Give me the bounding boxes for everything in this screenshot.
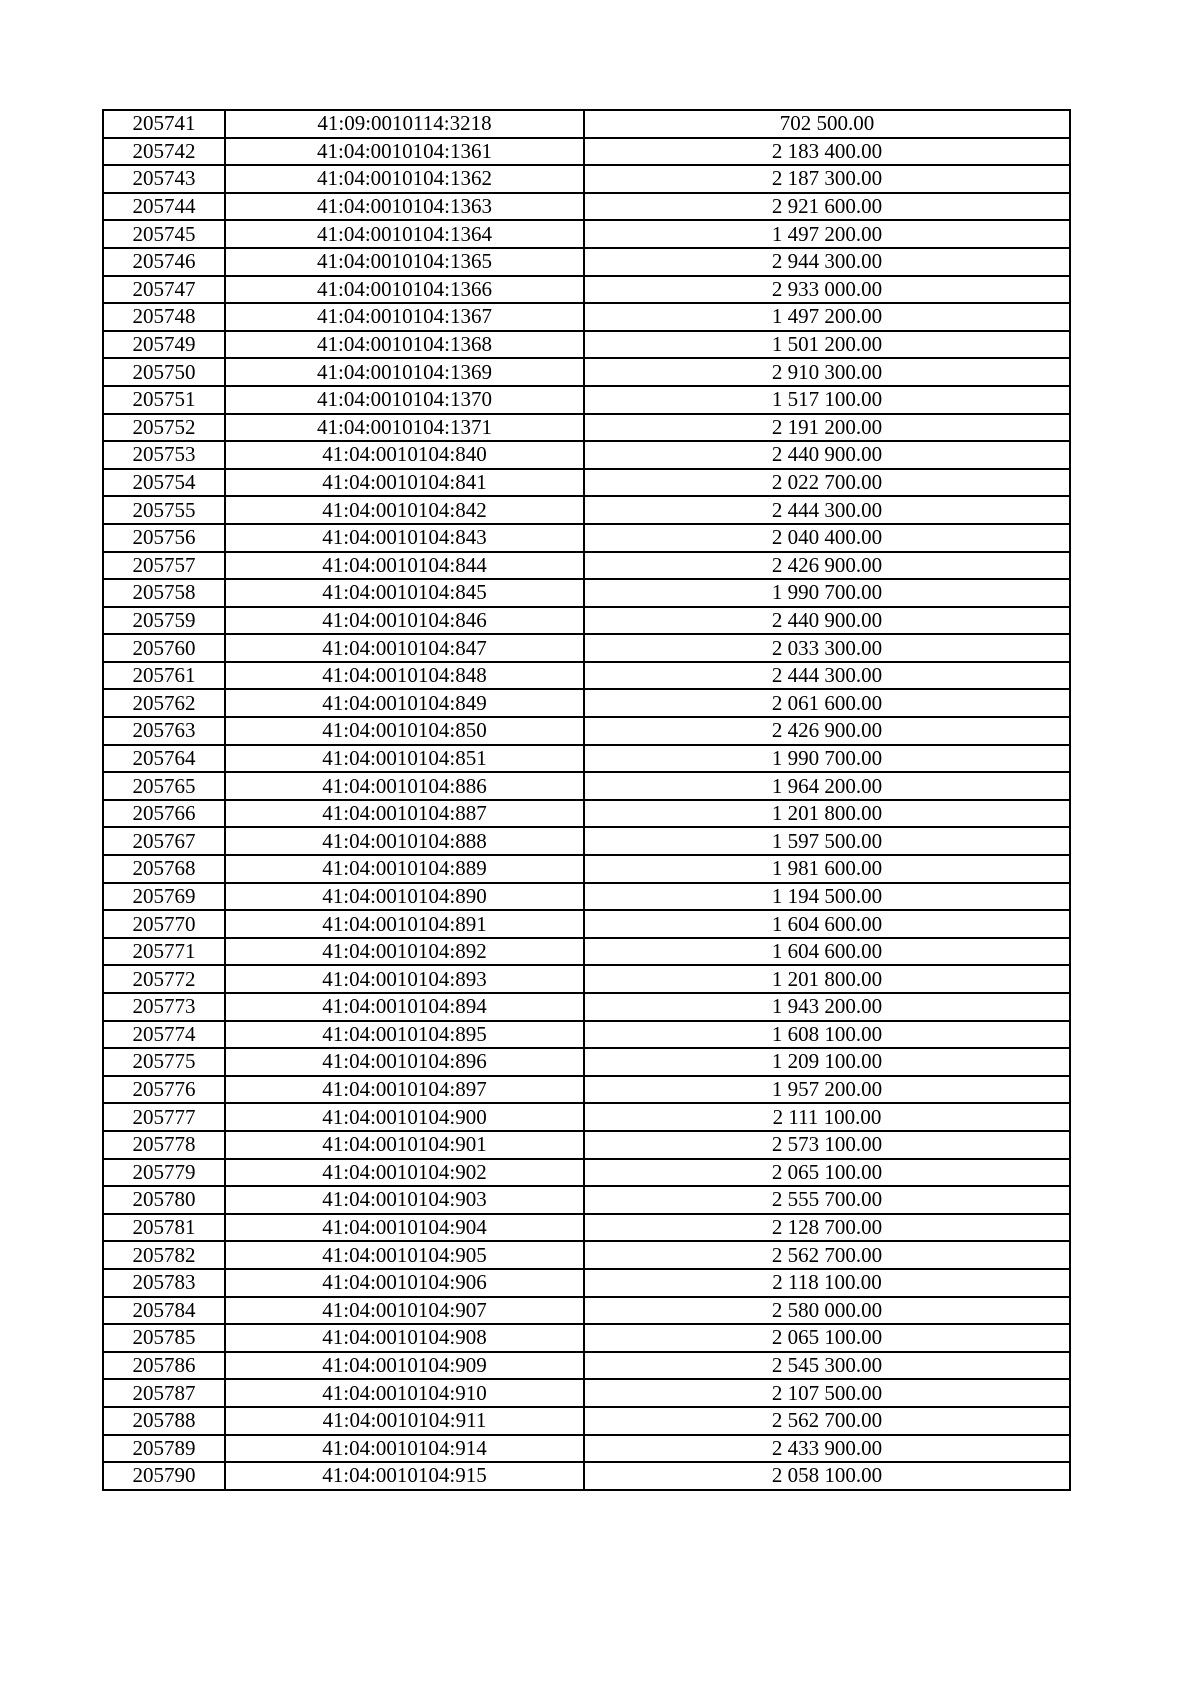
row-number-cell: 205788 [103, 1407, 225, 1435]
table-row [103, 1241, 1070, 1269]
row-number-cell: 205762 [103, 689, 225, 717]
row-number-cell: 205765 [103, 772, 225, 800]
cadastral-value-cell: 1 201 800.00 [584, 965, 1070, 993]
cadastral-value-cell: 2 183 400.00 [584, 138, 1070, 166]
row-number-cell: 205773 [103, 993, 225, 1021]
row-number-cell: 205780 [103, 1186, 225, 1214]
cadastral-value-cell: 1 943 200.00 [584, 993, 1070, 1021]
cadastral-number-cell: 41:04:0010104:893 [225, 965, 584, 993]
row-number-cell: 205758 [103, 579, 225, 607]
cadastral-value-cell: 2 065 100.00 [584, 1324, 1070, 1352]
cadastral-value-cell: 2 910 300.00 [584, 358, 1070, 386]
table-row [103, 138, 1070, 166]
cadastral-value-cell: 1 964 200.00 [584, 772, 1070, 800]
row-number-cell: 205757 [103, 552, 225, 580]
table-row [103, 662, 1070, 690]
table-row [103, 1076, 1070, 1104]
table-row [103, 1379, 1070, 1407]
cadastral-number-cell: 41:04:0010104:915 [225, 1462, 584, 1490]
row-number-cell: 205783 [103, 1269, 225, 1297]
row-number-cell: 205747 [103, 276, 225, 304]
table-row [103, 469, 1070, 497]
cadastral-number-cell: 41:04:0010104:841 [225, 469, 584, 497]
cadastral-value-cell: 2 022 700.00 [584, 469, 1070, 497]
row-number-cell: 205781 [103, 1214, 225, 1242]
cadastral-value-cell: 2 555 700.00 [584, 1186, 1070, 1214]
table-row [103, 1462, 1070, 1490]
row-number-cell: 205779 [103, 1159, 225, 1187]
table-row [103, 248, 1070, 276]
cadastral-value-cell: 2 562 700.00 [584, 1407, 1070, 1435]
table-row [103, 717, 1070, 745]
table-row [103, 745, 1070, 773]
table-row [103, 855, 1070, 883]
table-row [103, 1021, 1070, 1049]
cadastral-number-cell: 41:04:0010104:914 [225, 1435, 584, 1463]
cadastral-value-cell: 2 933 000.00 [584, 276, 1070, 304]
cadastral-number-cell: 41:04:0010104:904 [225, 1214, 584, 1242]
row-number-cell: 205753 [103, 441, 225, 469]
cadastral-number-cell: 41:04:0010104:1361 [225, 138, 584, 166]
row-number-cell: 205750 [103, 358, 225, 386]
table-row [103, 800, 1070, 828]
cadastral-number-cell: 41:04:0010104:1367 [225, 303, 584, 331]
cadastral-value-cell: 2 944 300.00 [584, 248, 1070, 276]
table-row [103, 607, 1070, 635]
cadastral-number-cell: 41:04:0010104:848 [225, 662, 584, 690]
cadastral-value-cell: 2 562 700.00 [584, 1241, 1070, 1269]
table-row [103, 331, 1070, 359]
row-number-cell: 205774 [103, 1021, 225, 1049]
cadastral-value-cell: 2 065 100.00 [584, 1159, 1070, 1187]
table-row [103, 524, 1070, 552]
cadastral-value-cell: 2 444 300.00 [584, 662, 1070, 690]
cadastral-number-cell: 41:04:0010104:843 [225, 524, 584, 552]
cadastral-number-cell: 41:04:0010104:1368 [225, 331, 584, 359]
cadastral-value-cell: 1 604 600.00 [584, 938, 1070, 966]
cadastral-number-cell: 41:04:0010104:1362 [225, 165, 584, 193]
cadastral-number-cell: 41:04:0010104:895 [225, 1021, 584, 1049]
cadastral-number-cell: 41:04:0010104:1363 [225, 193, 584, 221]
cadastral-number-cell: 41:04:0010104:1366 [225, 276, 584, 304]
table-row [103, 579, 1070, 607]
row-number-cell: 205749 [103, 331, 225, 359]
table-row [103, 358, 1070, 386]
cadastral-value-cell: 2 111 100.00 [584, 1103, 1070, 1131]
cadastral-value-cell: 2 426 900.00 [584, 552, 1070, 580]
row-number-cell: 205748 [103, 303, 225, 331]
cadastral-number-cell: 41:04:0010104:901 [225, 1131, 584, 1159]
cadastral-number-cell: 41:04:0010104:909 [225, 1352, 584, 1380]
cadastral-number-cell: 41:04:0010104:849 [225, 689, 584, 717]
cadastral-value-cell: 2 440 900.00 [584, 441, 1070, 469]
cadastral-number-cell: 41:04:0010104:850 [225, 717, 584, 745]
table-row [103, 496, 1070, 524]
cadastral-value-cell: 2 128 700.00 [584, 1214, 1070, 1242]
row-number-cell: 205742 [103, 138, 225, 166]
table-row [103, 1103, 1070, 1131]
cadastral-number-cell: 41:04:0010104:900 [225, 1103, 584, 1131]
cadastral-number-cell: 41:04:0010104:911 [225, 1407, 584, 1435]
table-row [103, 110, 1070, 138]
row-number-cell: 205760 [103, 634, 225, 662]
row-number-cell: 205741 [103, 110, 225, 138]
table-row [103, 1297, 1070, 1325]
row-number-cell: 205782 [103, 1241, 225, 1269]
cadastral-value-cell: 2 033 300.00 [584, 634, 1070, 662]
cadastral-value-cell: 1 608 100.00 [584, 1021, 1070, 1049]
row-number-cell: 205770 [103, 910, 225, 938]
table-row [103, 1186, 1070, 1214]
cadastral-value-cell: 1 497 200.00 [584, 220, 1070, 248]
table-row [103, 1352, 1070, 1380]
row-number-cell: 205789 [103, 1435, 225, 1463]
table-body [103, 110, 1070, 1490]
table-row [103, 965, 1070, 993]
row-number-cell: 205777 [103, 1103, 225, 1131]
cadastral-number-cell: 41:04:0010104:1365 [225, 248, 584, 276]
row-number-cell: 205766 [103, 800, 225, 828]
cadastral-number-cell: 41:04:0010104:896 [225, 1048, 584, 1076]
table-row [103, 441, 1070, 469]
cadastral-value-cell: 1 194 500.00 [584, 883, 1070, 911]
cadastral-value-table [102, 109, 1071, 1491]
cadastral-value-cell: 702 500.00 [584, 110, 1070, 138]
cadastral-number-cell: 41:04:0010104:887 [225, 800, 584, 828]
cadastral-value-cell: 1 517 100.00 [584, 386, 1070, 414]
row-number-cell: 205763 [103, 717, 225, 745]
row-number-cell: 205756 [103, 524, 225, 552]
cadastral-value-cell: 2 040 400.00 [584, 524, 1070, 552]
cadastral-number-cell: 41:04:0010104:908 [225, 1324, 584, 1352]
cadastral-value-cell: 2 426 900.00 [584, 717, 1070, 745]
cadastral-value-cell: 2 061 600.00 [584, 689, 1070, 717]
cadastral-value-cell: 1 981 600.00 [584, 855, 1070, 883]
row-number-cell: 205755 [103, 496, 225, 524]
cadastral-number-cell: 41:04:0010104:1369 [225, 358, 584, 386]
cadastral-value-cell: 2 433 900.00 [584, 1435, 1070, 1463]
row-number-cell: 205754 [103, 469, 225, 497]
cadastral-number-cell: 41:04:0010104:886 [225, 772, 584, 800]
table-row [103, 1214, 1070, 1242]
cadastral-value-cell: 2 118 100.00 [584, 1269, 1070, 1297]
table-row [103, 1435, 1070, 1463]
table-row [103, 1048, 1070, 1076]
table-row [103, 689, 1070, 717]
cadastral-value-cell: 1 957 200.00 [584, 1076, 1070, 1104]
table-row [103, 938, 1070, 966]
cadastral-number-cell: 41:04:0010104:1371 [225, 414, 584, 442]
cadastral-value-cell: 2 191 200.00 [584, 414, 1070, 442]
cadastral-value-cell: 1 209 100.00 [584, 1048, 1070, 1076]
table-row [103, 220, 1070, 248]
row-number-cell: 205775 [103, 1048, 225, 1076]
row-number-cell: 205744 [103, 193, 225, 221]
row-number-cell: 205778 [103, 1131, 225, 1159]
cadastral-number-cell: 41:04:0010104:897 [225, 1076, 584, 1104]
cadastral-value-cell: 2 440 900.00 [584, 607, 1070, 635]
cadastral-number-cell: 41:04:0010104:891 [225, 910, 584, 938]
cadastral-value-cell: 1 497 200.00 [584, 303, 1070, 331]
row-number-cell: 205784 [103, 1297, 225, 1325]
row-number-cell: 205752 [103, 414, 225, 442]
cadastral-number-cell: 41:04:0010104:844 [225, 552, 584, 580]
row-number-cell: 205790 [103, 1462, 225, 1490]
cadastral-number-cell: 41:04:0010104:892 [225, 938, 584, 966]
cadastral-number-cell: 41:04:0010104:889 [225, 855, 584, 883]
cadastral-value-cell: 2 444 300.00 [584, 496, 1070, 524]
table-row [103, 386, 1070, 414]
table-row [103, 1407, 1070, 1435]
table-row [103, 772, 1070, 800]
table-row [103, 1131, 1070, 1159]
table-row [103, 1324, 1070, 1352]
cadastral-number-cell: 41:04:0010104:910 [225, 1379, 584, 1407]
cadastral-value-cell: 1 201 800.00 [584, 800, 1070, 828]
row-number-cell: 205768 [103, 855, 225, 883]
cadastral-number-cell: 41:04:0010104:905 [225, 1241, 584, 1269]
row-number-cell: 205785 [103, 1324, 225, 1352]
cadastral-value-cell: 2 545 300.00 [584, 1352, 1070, 1380]
row-number-cell: 205745 [103, 220, 225, 248]
cadastral-value-cell: 2 107 500.00 [584, 1379, 1070, 1407]
row-number-cell: 205751 [103, 386, 225, 414]
cadastral-value-cell: 1 597 500.00 [584, 827, 1070, 855]
cadastral-number-cell: 41:04:0010104:847 [225, 634, 584, 662]
cadastral-value-cell: 2 058 100.00 [584, 1462, 1070, 1490]
cadastral-number-cell: 41:04:0010104:888 [225, 827, 584, 855]
row-number-cell: 205771 [103, 938, 225, 966]
cadastral-number-cell: 41:04:0010104:890 [225, 883, 584, 911]
cadastral-number-cell: 41:04:0010104:851 [225, 745, 584, 773]
table-row [103, 883, 1070, 911]
table-row [103, 910, 1070, 938]
cadastral-value-cell: 2 580 000.00 [584, 1297, 1070, 1325]
table-row [103, 827, 1070, 855]
cadastral-value-cell: 1 990 700.00 [584, 745, 1070, 773]
cadastral-number-cell: 41:04:0010104:902 [225, 1159, 584, 1187]
table-row [103, 165, 1070, 193]
cadastral-number-cell: 41:04:0010104:840 [225, 441, 584, 469]
table-row [103, 303, 1070, 331]
row-number-cell: 205743 [103, 165, 225, 193]
row-number-cell: 205769 [103, 883, 225, 911]
cadastral-value-cell: 2 187 300.00 [584, 165, 1070, 193]
row-number-cell: 205787 [103, 1379, 225, 1407]
row-number-cell: 205767 [103, 827, 225, 855]
cadastral-value-cell: 1 501 200.00 [584, 331, 1070, 359]
cadastral-value-cell: 2 573 100.00 [584, 1131, 1070, 1159]
cadastral-number-cell: 41:04:0010104:907 [225, 1297, 584, 1325]
table-row [103, 1269, 1070, 1297]
cadastral-number-cell: 41:04:0010104:846 [225, 607, 584, 635]
row-number-cell: 205761 [103, 662, 225, 690]
cadastral-number-cell: 41:04:0010104:903 [225, 1186, 584, 1214]
row-number-cell: 205776 [103, 1076, 225, 1104]
cadastral-value-cell: 2 921 600.00 [584, 193, 1070, 221]
row-number-cell: 205764 [103, 745, 225, 773]
table-row [103, 634, 1070, 662]
table-row [103, 193, 1070, 221]
table-row [103, 414, 1070, 442]
table-row [103, 1159, 1070, 1187]
row-number-cell: 205746 [103, 248, 225, 276]
cadastral-number-cell: 41:09:0010114:3218 [225, 110, 584, 138]
table-row [103, 276, 1070, 304]
row-number-cell: 205772 [103, 965, 225, 993]
table-row [103, 993, 1070, 1021]
cadastral-number-cell: 41:04:0010104:906 [225, 1269, 584, 1297]
cadastral-number-cell: 41:04:0010104:1370 [225, 386, 584, 414]
cadastral-number-cell: 41:04:0010104:894 [225, 993, 584, 1021]
cadastral-number-cell: 41:04:0010104:1364 [225, 220, 584, 248]
table-row [103, 552, 1070, 580]
cadastral-number-cell: 41:04:0010104:842 [225, 496, 584, 524]
cadastral-value-cell: 1 604 600.00 [584, 910, 1070, 938]
row-number-cell: 205759 [103, 607, 225, 635]
cadastral-number-cell: 41:04:0010104:845 [225, 579, 584, 607]
cadastral-value-cell: 1 990 700.00 [584, 579, 1070, 607]
row-number-cell: 205786 [103, 1352, 225, 1380]
